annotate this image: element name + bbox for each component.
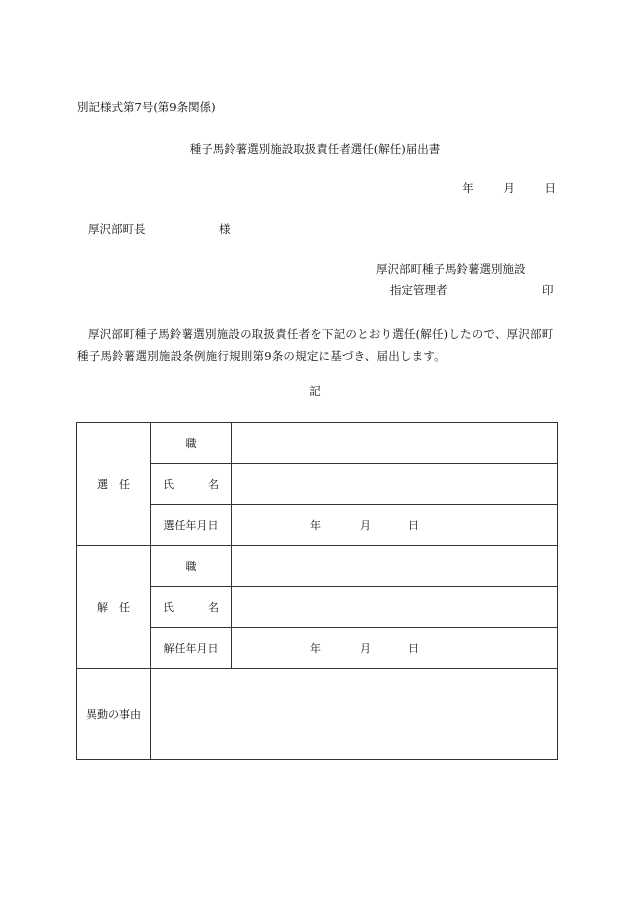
submission-date xyxy=(462,183,556,195)
seal-mark: 印 xyxy=(542,283,554,297)
dismiss-position-field[interactable] xyxy=(232,546,558,587)
sender-facility: 厚沢部町種子馬鈴薯選別施設 xyxy=(376,262,526,276)
ki-heading: 記 xyxy=(309,384,321,398)
dismiss-date-year: 年 xyxy=(310,642,321,655)
appoint-name-label: 氏 名 xyxy=(151,464,232,505)
document-title: 種子馬鈴薯選別施設取扱責任者選任(解任)届出書 xyxy=(189,142,441,156)
appoint-date-day: 日 xyxy=(408,519,419,532)
appoint-date-field[interactable] xyxy=(232,505,558,546)
date-year-label: 年 xyxy=(462,181,474,195)
dismiss-date-field[interactable] xyxy=(232,628,558,669)
notification-table xyxy=(76,422,558,760)
dismiss-group-label: 解 任 xyxy=(77,546,151,669)
form-number: 別記様式第7号(第9条関係) xyxy=(77,100,216,114)
appoint-date-label: 選任年月日 xyxy=(151,505,232,546)
addressee-honorific: 様 xyxy=(219,222,231,236)
dismiss-date-day: 日 xyxy=(408,642,419,655)
dismiss-date-label: 解任年月日 xyxy=(151,628,232,669)
appoint-date-year: 年 xyxy=(310,519,321,532)
addressee-name: 厚沢部町長 xyxy=(88,222,146,236)
dismiss-position-label: 職 xyxy=(151,546,232,587)
appoint-group-label: 選 任 xyxy=(77,423,151,546)
reason-field[interactable] xyxy=(151,669,558,760)
dismiss-name-label: 氏 名 xyxy=(151,587,232,628)
appoint-position-label: 職 xyxy=(151,423,232,464)
body-paragraph: 厚沢部町種子馬鈴薯選別施設の取扱責任者を下記のとおり選任(解任)したので、厚沢部町種子馬鈴薯選別施設条例施行規則第9条の規定に基づき、届出します。 xyxy=(77,327,554,363)
reason-label: 異動の事由 xyxy=(77,669,151,760)
dismiss-name-field[interactable] xyxy=(232,587,558,628)
appoint-position-field[interactable] xyxy=(232,423,558,464)
date-day-label: 日 xyxy=(544,181,556,195)
appoint-name-field[interactable] xyxy=(232,464,558,505)
dismiss-date-month: 月 xyxy=(360,642,371,655)
appoint-date-month: 月 xyxy=(360,519,371,532)
sender-manager-label: 指定管理者 xyxy=(390,283,448,297)
date-month-label: 月 xyxy=(503,181,515,195)
